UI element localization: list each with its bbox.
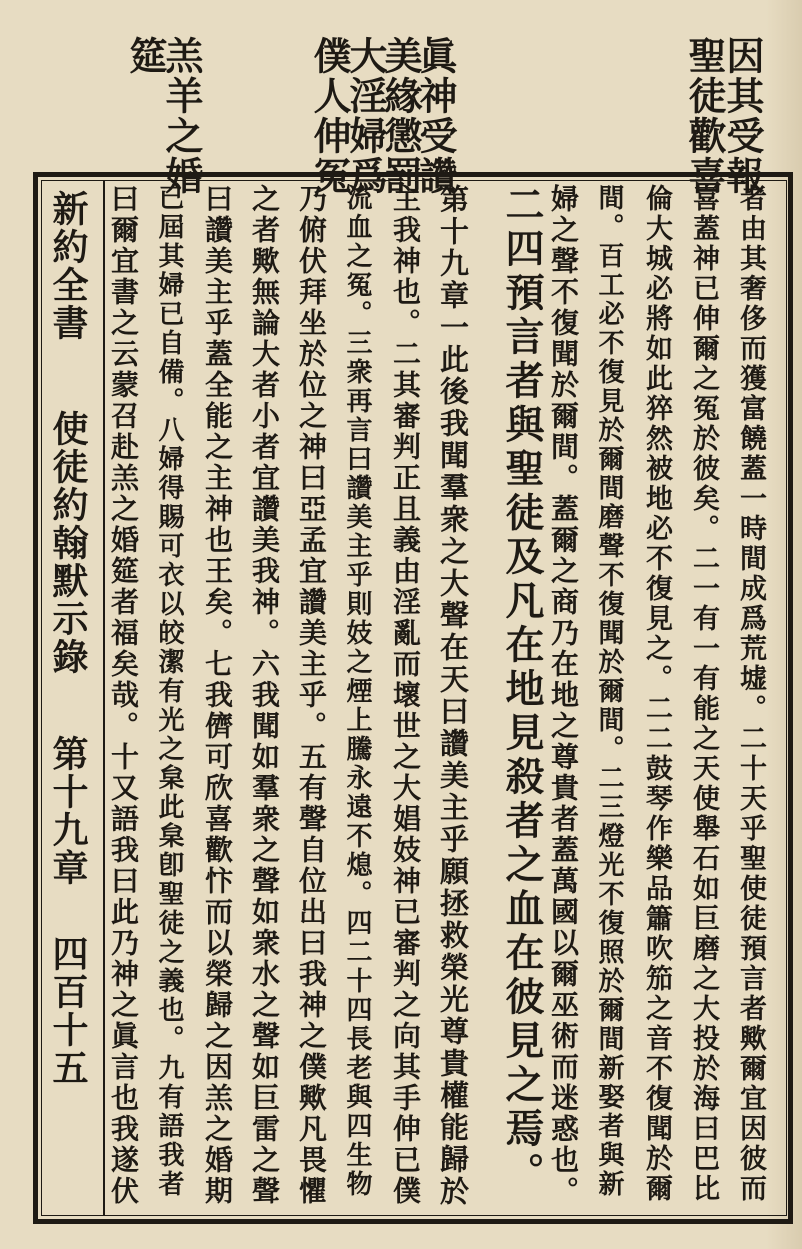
side-note: 美緣懲罰 [378,36,423,196]
text-column: 曰讚美主乎蓋全能之主神也王矣。七我儕可欣喜歡忭而以榮歸之因羔之婚期 [201,184,234,1207]
text-column: 二四預言者與聖徒及凡在地見殺者之血在彼見之焉。 [499,184,545,1196]
text-column: 者由其奢侈而獲富饒蓋一時間成爲荒墟。二十天乎聖使徒預言者歟爾宜因彼而 [735,184,766,1204]
text-column: 間。百工必不復見於爾間磨聲不復聞於爾間。二三燈光不復照於爾間新娶者與新 [594,184,624,1199]
side-note: 聖徒歡喜 [682,36,727,196]
text-column: 曰爾宜書之云蒙召赴羔之婚筵者福矣哉。十又語我曰此乃神之眞言也我遂伏 [107,184,140,1207]
text-column: 喜蓋神已伸爾之冤於彼矣。二一有一有能之天使舉石如巨磨之大投於海曰巴比 [688,184,719,1204]
side-note: 筵 [123,36,168,76]
text-column: 倫大城必將如此猝然被地必不復見之。二二鼓琴作樂品簫吹笳之音不復聞於爾 [641,184,672,1204]
page-number: 四百十五 [47,935,89,1087]
side-note: 眞神受讚 [413,36,458,196]
chapter-start-column: 第十九章一此後我聞羣衆之大聲在天曰讚美主乎願拯救榮光尊貴權能歸於 [436,184,470,1208]
chapter-label: 第十九章 [47,735,89,887]
text-column: 之者歟無論大者小者宜讚美我神。六我聞如羣衆之聲如衆水之聲如巨雷之聲 [248,184,281,1207]
side-note: 羔羊之婚 [159,36,204,196]
section-title: 使徒約翰默示錄 [47,410,89,676]
text-column: 婦之聲不復聞於爾間。蓋爾之商乃在地之尊貴者蓋萬國以爾巫術而迷惑也。 [547,184,580,1207]
text-column: 主我神也。二其審判正且義由淫亂而壞世之大娼妓神已審判之向其手伸已僕 [389,184,422,1207]
text-column: 已屆其婦已自備。八婦得賜可衣以皎潔有光之枲此枲卽聖徒之義也。九有語我者 [154,184,184,1199]
book-title: 新約全書 [47,190,89,342]
side-note: 大淫婦爲 [343,36,388,196]
text-column: 乃俯伏拜坐於位之神曰亞孟宜讚美主乎。五有聲自位出曰我神之僕歟凡畏懼 [295,184,328,1207]
side-note: 因其受報 [720,36,765,196]
side-note: 僕人伸冤 [307,36,352,196]
text-column: 流血之冤。三衆再言曰讚美主乎則妓之煙上騰永遠不熄。四二十四長老與四生物 [342,184,372,1199]
running-head-divider [103,180,105,1216]
